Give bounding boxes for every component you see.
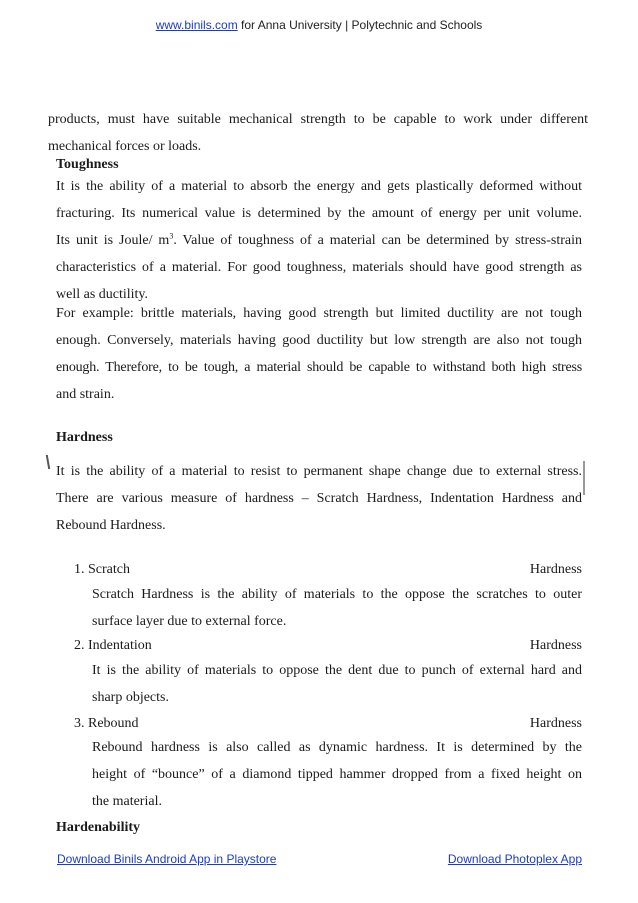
list-item-body: [92, 581, 582, 635]
text-fragment: . Value of toughness of a material can be determined by stress-strain: [173, 233, 582, 248]
text-fragment: Its unit is Joule/ m: [56, 233, 170, 248]
intro-line: mechanical forces or loads.: [48, 139, 202, 154]
item-name: 3. Rebound: [74, 716, 139, 731]
text-line: Rebound Hardness.: [56, 518, 166, 533]
download-binils-app-link[interactable]: Download Binils Android App in Playstore: [57, 852, 277, 866]
list-item-heading: [74, 716, 582, 732]
scan-mark: [46, 455, 50, 469]
text-line: height of “bounce” of a diamond tipped hammer dropped from a fixed height on: [92, 767, 582, 782]
scan-mark: [583, 461, 585, 495]
toughness-paragraph-1: [56, 173, 582, 308]
text-line: Rebound hardness is also called as dynamic hardness. It is determined by the: [92, 740, 582, 755]
list-item-heading: [74, 638, 582, 654]
text-line: and strain.: [56, 387, 115, 402]
hardness-paragraph: [56, 458, 582, 539]
text-line: enough. Conversely, materials having good ductility but low strength are also not tough: [56, 333, 582, 348]
toughness-heading: Toughness: [56, 157, 119, 172]
list-item-body: [92, 657, 582, 711]
page-header: [0, 18, 638, 32]
intro-paragraph: [48, 106, 588, 160]
text-line: well as ductility.: [56, 287, 149, 302]
text-line: There are various measure of hardness – Scratch Hardness, Indentation Hardness and: [56, 491, 582, 506]
text-line: For example: brittle materials, having good strength but limited ductility are not tough: [56, 306, 582, 321]
text-line: It is the ability of a material to absorb the energy and gets plastically deformed without: [56, 179, 582, 194]
hardness-heading: Hardness: [56, 430, 113, 445]
text-line: enough. Therefore, to be tough, a material should be capable to withstand both high stress: [56, 360, 582, 375]
list-item-heading: [74, 562, 582, 578]
text-line: characteristics of a material. For good toughness, materials should have good strength as: [56, 260, 582, 275]
item-type: Hardness: [529, 562, 582, 577]
download-photoplex-app-link[interactable]: Download Photoplex App: [447, 852, 582, 866]
text-line: Scratch Hardness is the ability of materials to the oppose the scratches to outer: [92, 587, 582, 602]
text-line: It is the ability of a material to resist to permanent shape change due to external stress.: [56, 464, 582, 479]
item-type: Hardness: [529, 716, 582, 731]
header-tagline: for Anna University | Polytechnic and Schools: [237, 18, 483, 32]
item-type: Hardness: [529, 638, 582, 653]
hardenability-heading: Hardenability: [56, 820, 141, 835]
superscript: 3: [169, 231, 174, 241]
text-line: sharp objects.: [92, 690, 169, 705]
text-line: [56, 227, 582, 254]
intro-line: products, must have suitable mechanical strength to be capable to work under different: [48, 112, 588, 127]
text-line: fracturing. Its numerical value is determined by the amount of energy per unit volume.: [56, 206, 582, 221]
text-line: It is the ability of materials to oppose the dent due to punch of external hard and: [92, 663, 582, 678]
item-name: 1. Scratch: [74, 562, 130, 577]
toughness-paragraph-2: [56, 300, 582, 408]
item-name: 2. Indentation: [74, 638, 152, 653]
text-line: surface layer due to external force.: [92, 614, 287, 629]
text-line: the material.: [92, 794, 162, 809]
site-link[interactable]: www.binils.com: [155, 18, 238, 32]
list-item-body: [92, 734, 582, 815]
